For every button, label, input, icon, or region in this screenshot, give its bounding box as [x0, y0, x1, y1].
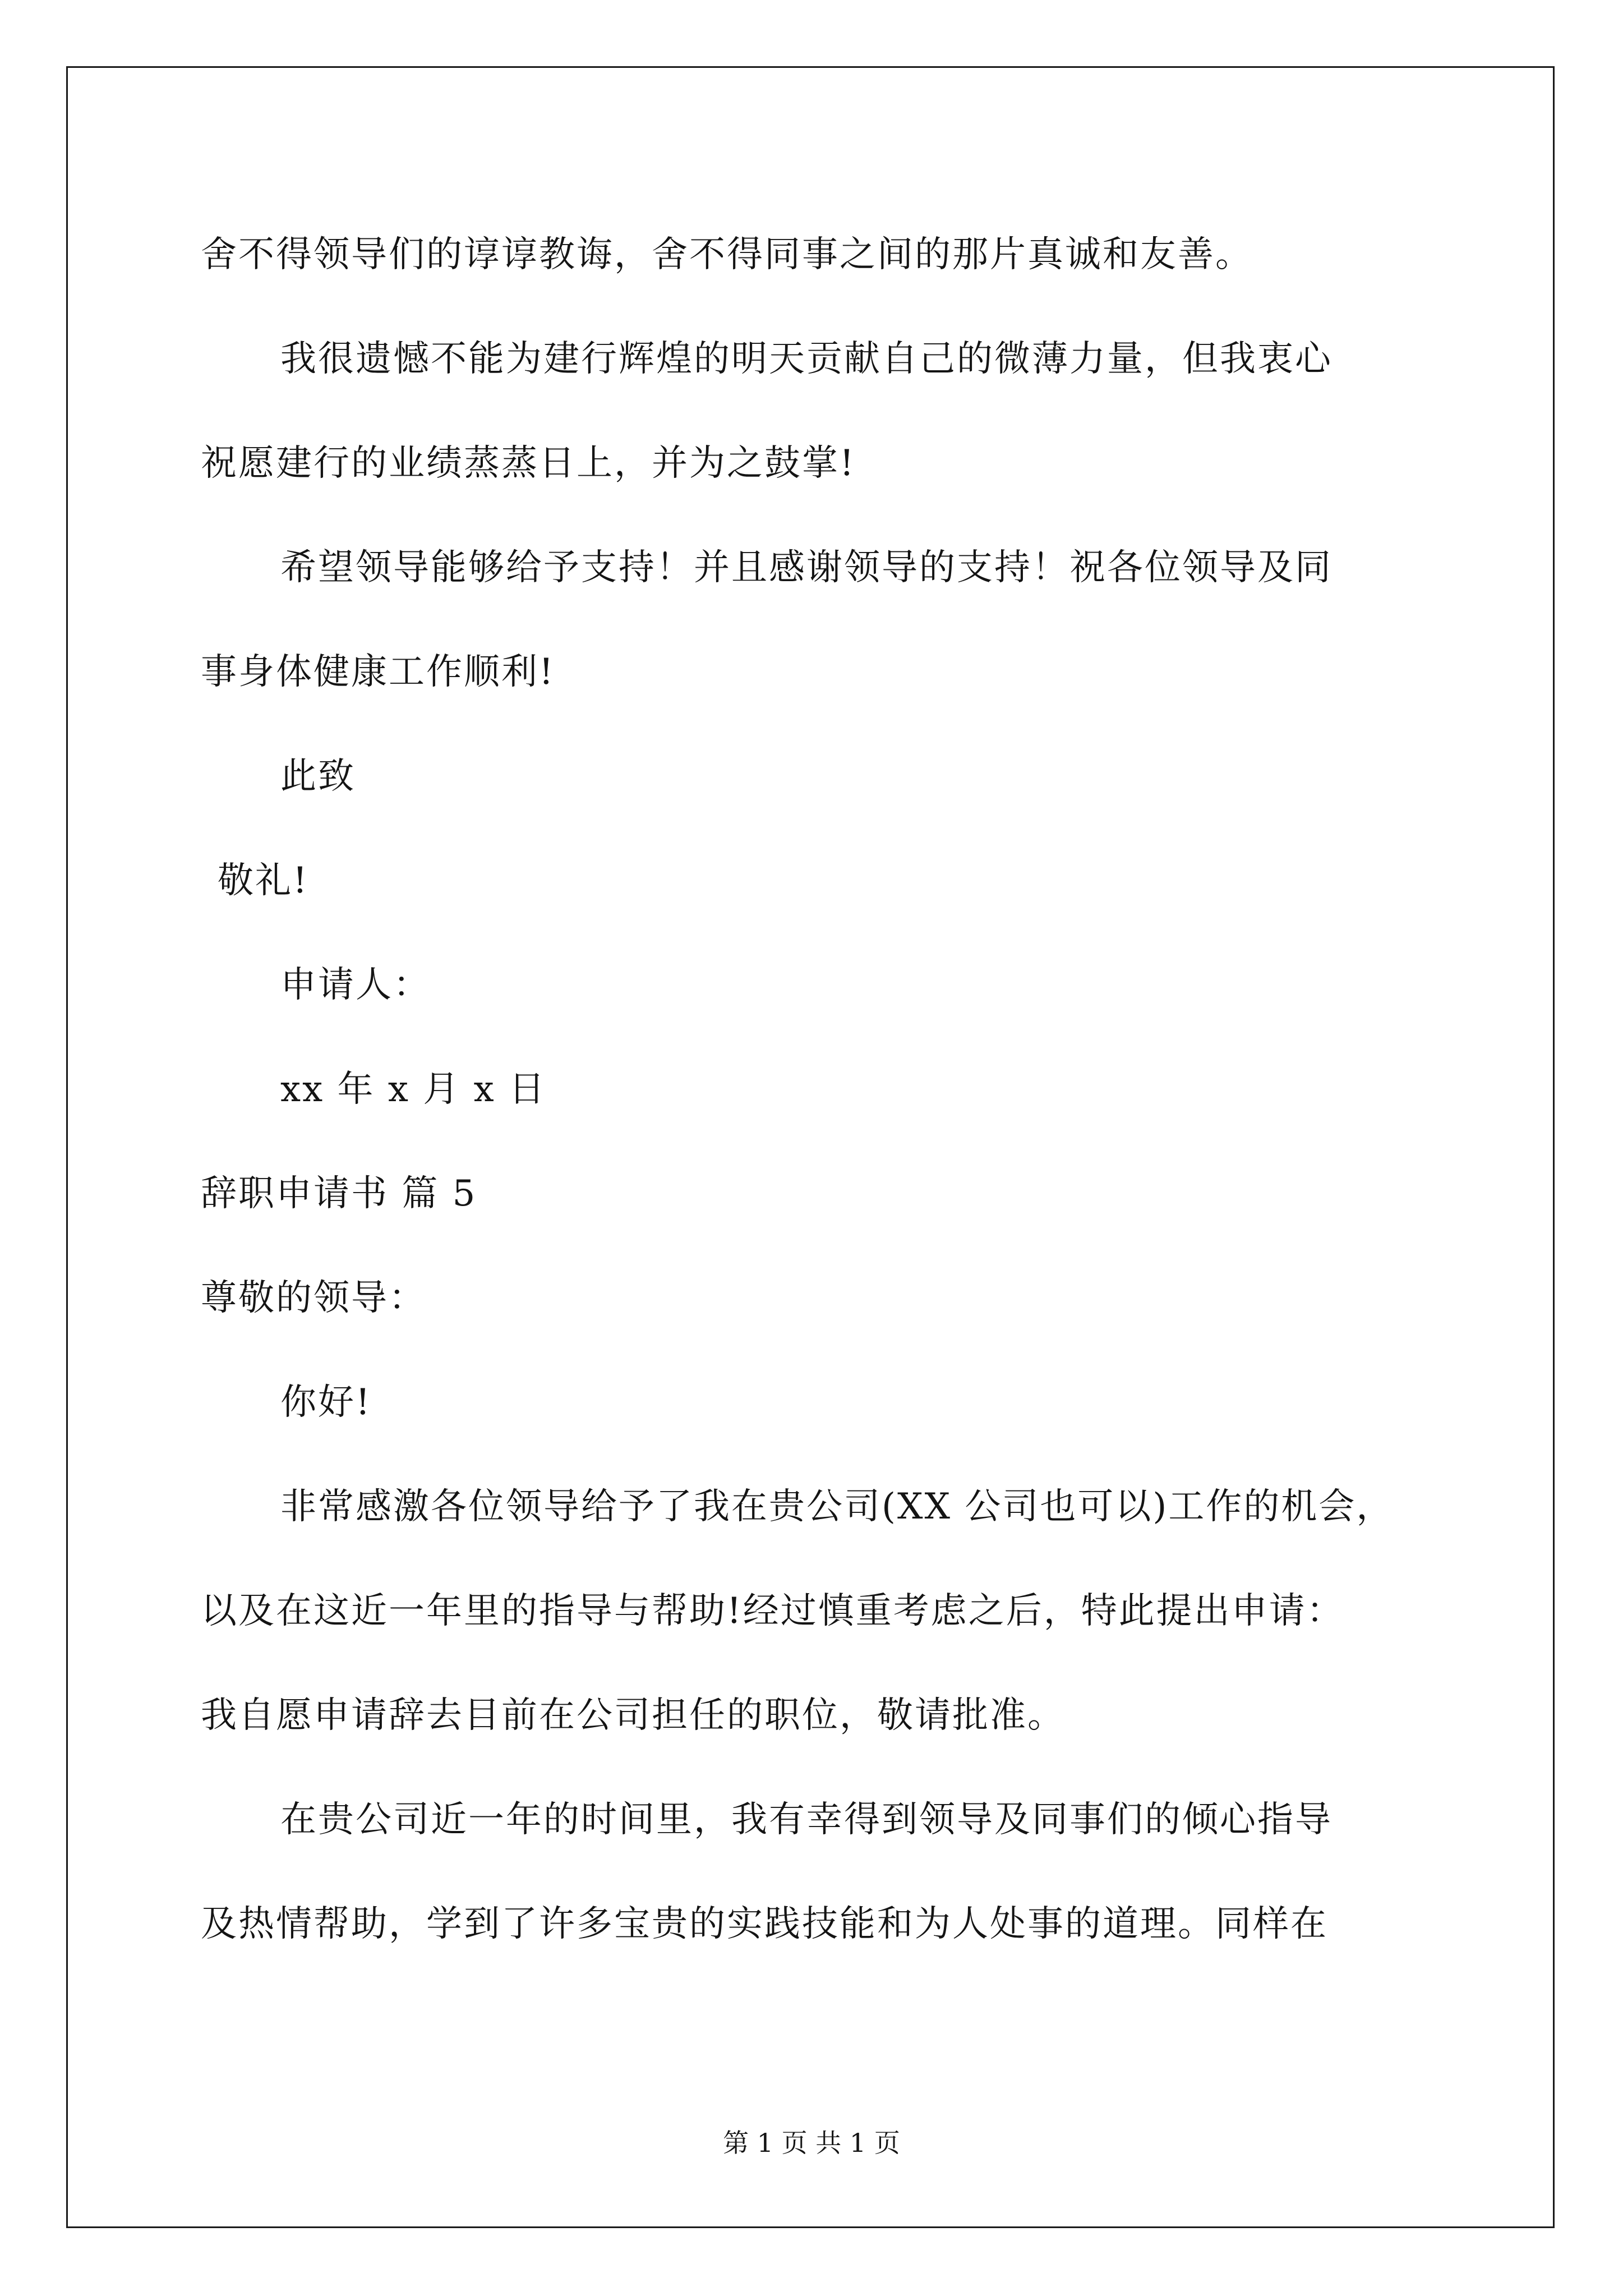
paragraph-line: 在贵公司近一年的时间里，我有幸得到领导及同事们的倾心指导 [280, 1799, 1332, 1841]
paragraph-line: 祝愿建行的业绩蒸蒸日上，并为之鼓掌! [201, 443, 856, 484]
date-line: xx 年 x 月 x 日 [280, 1069, 547, 1110]
paragraph-line: 事身体健康工作顺利! [201, 651, 555, 693]
applicant-label: 申请人： [280, 964, 431, 1006]
paragraph-line: 非常感激各位领导给予了我在贵公司(XX 公司也可以)工作的机会， [280, 1486, 1394, 1527]
paragraph-line: 我很遗憾不能为建行辉煌的明天贡献自己的微薄力量，但我衷心 [280, 338, 1332, 380]
section-heading: 辞职申请书 篇 5 [201, 1173, 477, 1214]
paragraph-line: 及热情帮助，学到了许多宝贵的实践技能和为人处事的道理。同样在 [201, 1903, 1328, 1945]
paragraph-line: 希望领导能够给予支持！并且感谢领导的支持！祝各位领导及同 [280, 547, 1332, 588]
greeting-line: 尊敬的领导： [201, 1277, 426, 1319]
page-footer: 第 1 页 共 1 页 [723, 2128, 900, 2158]
paragraph-line: 舍不得领导们的谆谆教诲，舍不得同事之间的那片真诚和友善。 [201, 234, 1253, 275]
greeting-line: 你好! [280, 1382, 372, 1423]
closing-line: 此致 [280, 756, 356, 797]
paragraph-line: 我自愿申请辞去目前在公司担任的职位，敬请批准。 [201, 1695, 1065, 1736]
paragraph-line: 以及在这近一年里的指导与帮助!经过慎重考虑之后，特此提出申请： [201, 1590, 1344, 1632]
salutation-line: 敬礼! [218, 860, 309, 901]
